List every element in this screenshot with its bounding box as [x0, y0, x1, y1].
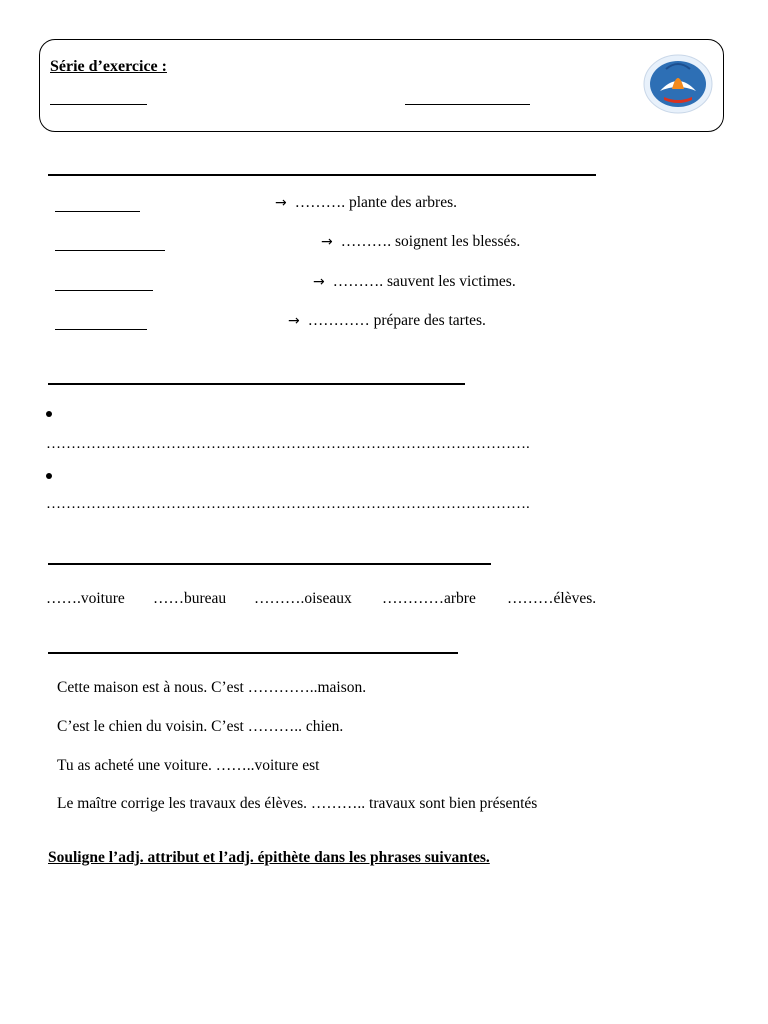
answer-dotted-line: ……………………………………………………………………………………. — [46, 496, 530, 512]
answer-blank — [55, 211, 140, 212]
word-item: …….voiture — [46, 590, 125, 607]
worksheet-title: Série d’exercice : — [50, 58, 167, 75]
exercise1-row — [275, 194, 457, 212]
arrow-right-icon: → — [313, 274, 325, 290]
school-logo — [642, 53, 714, 115]
exercise4-heading-line — [48, 652, 458, 654]
row-text: ………. soignent les blessés. — [340, 233, 521, 250]
row-text: ………. sauvent les victimes. — [332, 273, 516, 290]
sentence: Le maître corrige les travaux des élèves. ……….. travaux sont bien présentés — [57, 795, 538, 812]
answer-blank — [55, 329, 147, 330]
row-text: ………. plante des arbres. — [294, 194, 458, 211]
exercise2-heading-line — [48, 383, 465, 385]
name-blank — [50, 104, 147, 105]
answer-dotted-line: ……………………………………………………………………………………. — [46, 436, 530, 452]
word-item: ……bureau — [153, 590, 227, 607]
row-text: ………… prépare des tartes. — [307, 312, 486, 329]
sentence: Tu as acheté une voiture. ……..voiture est — [57, 757, 320, 774]
class-blank — [405, 104, 530, 105]
word-item: ………élèves. — [507, 590, 597, 607]
sentence: Cette maison est à nous. C’est …………..maison. — [57, 679, 367, 696]
header-box — [39, 39, 724, 132]
bullet-icon — [46, 473, 52, 479]
arrow-right-icon: → — [275, 195, 287, 211]
exercise1-heading-line — [48, 174, 596, 176]
exercise3-heading-line — [48, 563, 491, 565]
answer-blank — [55, 290, 153, 291]
arrow-right-icon: → — [321, 234, 333, 250]
arrow-right-icon: → — [288, 313, 300, 329]
exercise1-row — [321, 233, 520, 251]
bullet-icon — [46, 411, 52, 417]
answer-blank — [55, 250, 165, 251]
sentence: C’est le chien du voisin. C’est ……….. chien. — [57, 718, 344, 735]
exercise1-row — [313, 273, 516, 291]
word-item: …………arbre — [382, 590, 476, 607]
word-item: ……….oiseaux — [254, 590, 352, 607]
exercise1-row — [288, 312, 486, 330]
exercise5-instruction: Souligne l’adj. attribut et l’adj. épithète dans les phrases suivantes. — [48, 849, 490, 866]
